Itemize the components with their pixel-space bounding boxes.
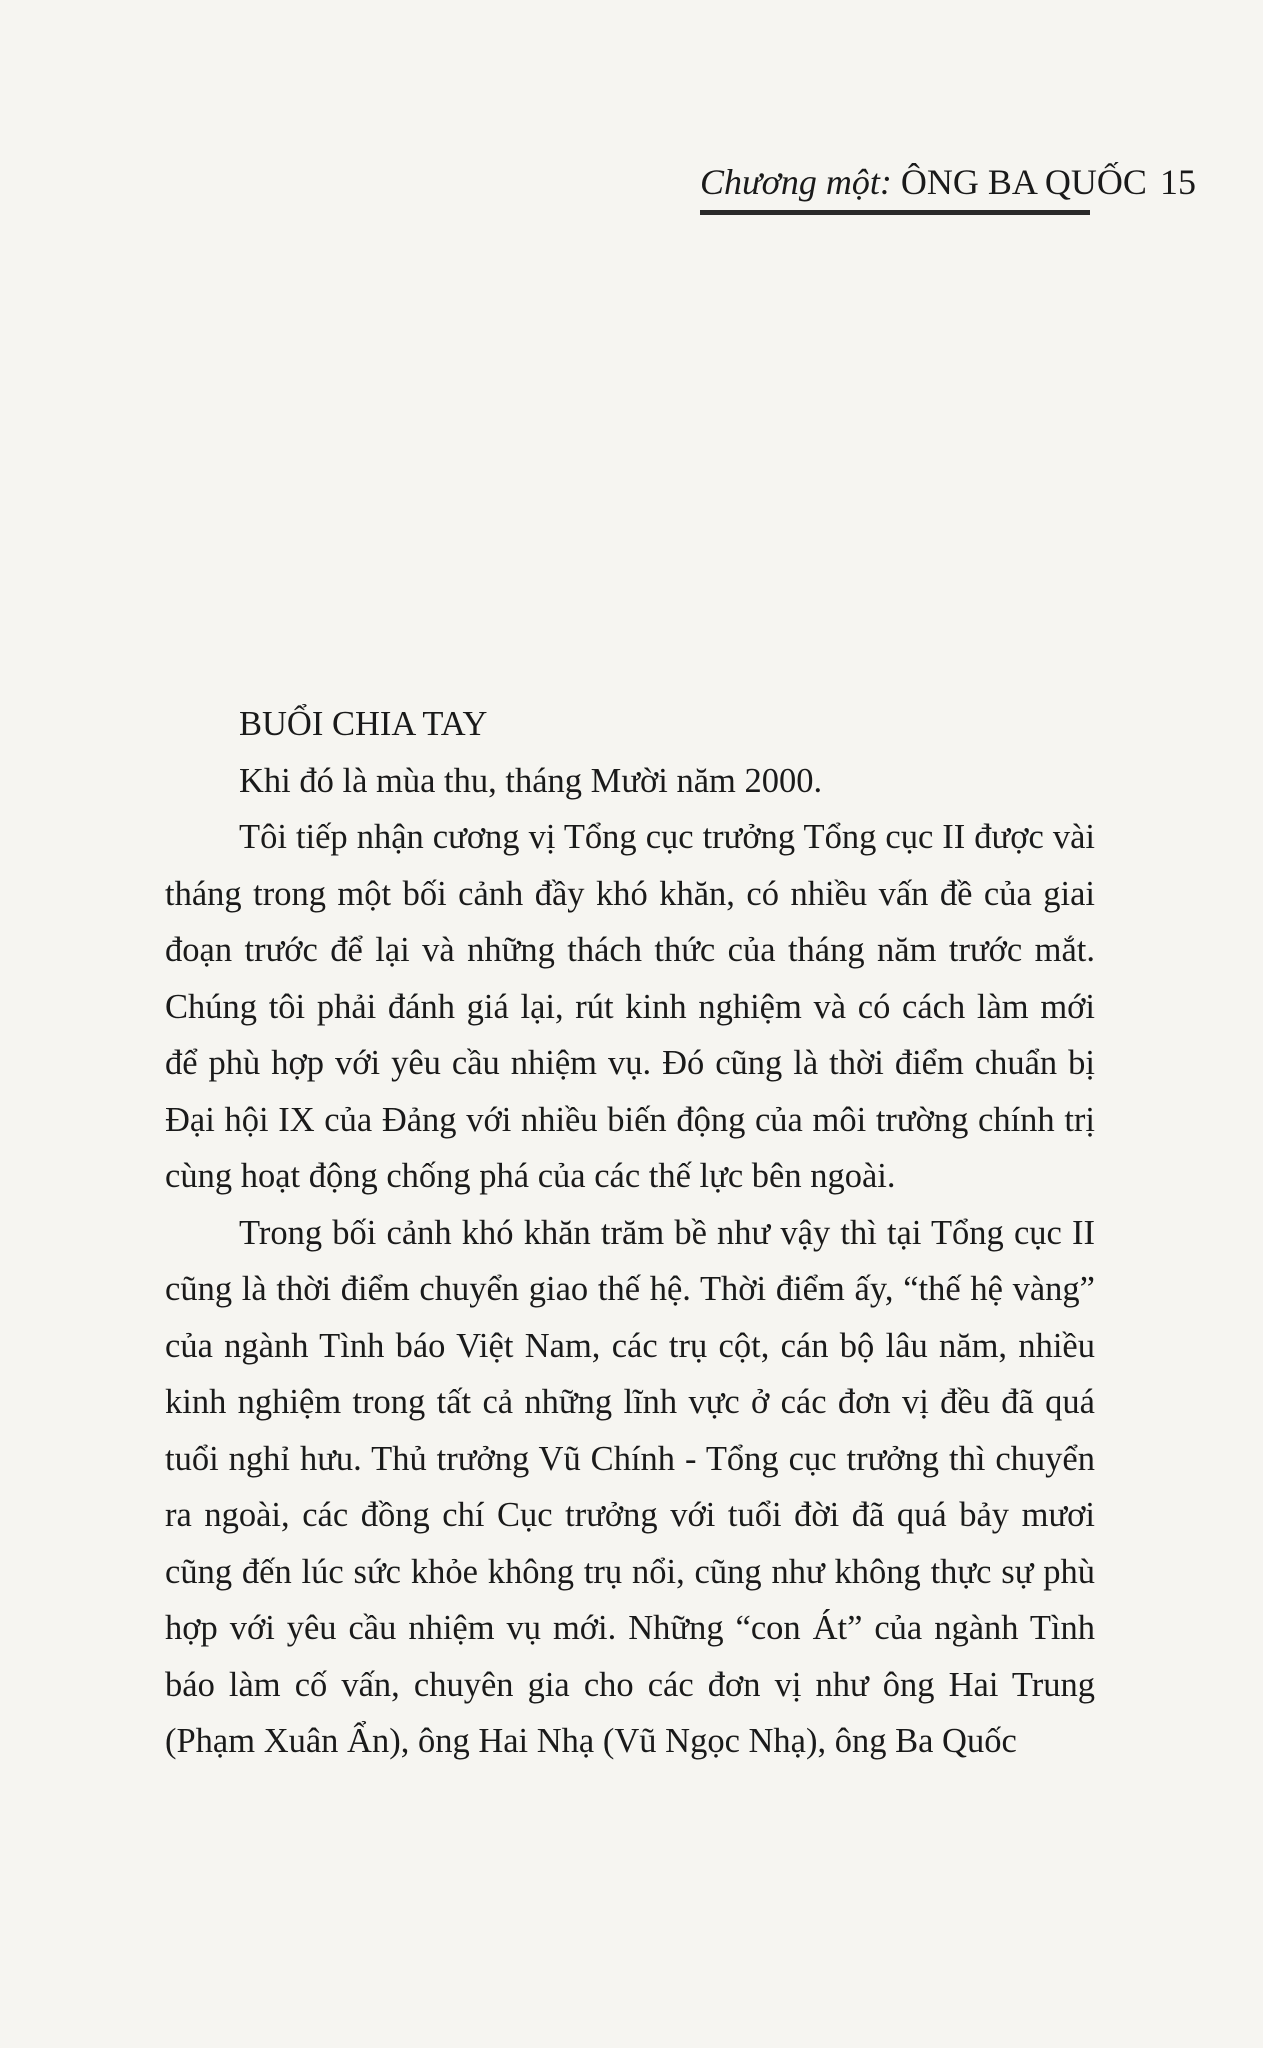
chapter-label: Chương một: (700, 162, 892, 202)
body-text (165, 696, 1095, 1770)
paragraph-1: Khi đó là mùa thu, tháng Mười năm 2000. (239, 761, 823, 800)
page-number: 15 (1160, 162, 1196, 202)
section-title: BUỔI CHIA TAY (239, 705, 488, 743)
paragraph-2: Tôi tiếp nhận cương vị Tổng cục trưởng Tổng cục II được vài tháng trong một bối cảnh đầy khó khăn, có nhiều vấn đề của giai đoạn trước để lại và những thách thức của tháng năm trước mắt. Chúng tôi phải đánh giá lại, rút kinh nghiệm và có cách làm mới để phù hợp với yêu cầu nhiệm vụ. Đó cũng là thời điểm chuẩn bị Đại hội IX của Đảng với nhiều biến động của môi trường chính trị cùng hoạt động chống phá của các thế lực bên ngoài. (165, 818, 1095, 1195)
chapter-title: ÔNG BA QUỐC (900, 162, 1147, 202)
running-head (700, 160, 1147, 220)
chapter-heading (700, 160, 1147, 204)
header-rule (700, 210, 1090, 215)
paragraph-3: Trong bối cảnh khó khăn trăm bề như vậy thì tại Tổng cục II cũng là thời điểm chuyển giao thế hệ. Thời điểm ấy, “thế hệ vàng” của ngành Tình báo Việt Nam, các trụ cột, cán bộ lâu năm, nhiều kinh nghiệm trong tất cả những lĩnh vực ở các đơn vị đều đã quá tuổi nghỉ hưu. Thủ trưởng Vũ Chính - Tổng cục trưởng thì chuyển ra ngoài, các đồng chí Cục trưởng với tuổi đời đã quá bảy mươi cũng đến lúc sức khỏe không trụ nổi, cũng như không thực sự phù hợp với yêu cầu nhiệm vụ mới. Những “con Át” của ngành Tình báo làm cố vấn, chuyên gia cho các đơn vị như ông Hai Trung (Phạm Xuân Ẩn), ông Hai Nhạ (Vũ Ngọc Nhạ), ông Ba Quốc (165, 1213, 1095, 1760)
